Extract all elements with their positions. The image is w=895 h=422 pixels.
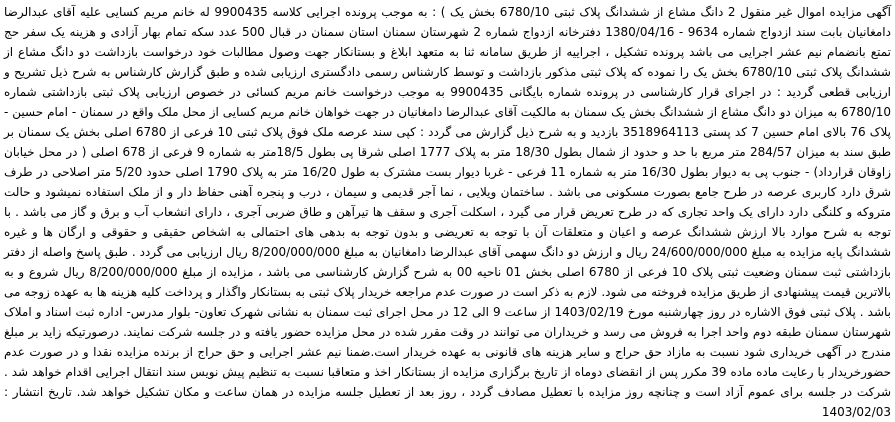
notice-paragraph xyxy=(4,2,891,422)
publish-date: 1403/02/03 xyxy=(821,405,891,419)
notice-body: آگهی مزایده اموال غیر منقول 2 دانگ مشاع از ششدانگ پلاک ثبتی 6780/10 بخش یک ) : به موجب پرونده اجرایی کلاسه 9900435 له خانم مریم کسایی علیه آقای عبدالرضا دامغانیان بابت سند ازدواج شماره 9634 - 1380/04/16 دفترخانه ازدواج شماره 2 شهرستان سمنان استان سمنان در قبال 500 عدد سکه تمام بهار آزادی و هزینه یک سفر حج تمتع بانضمام نیم عشر اجرایی می باشد پرونده تشکیل ، اجراییه از طریق سامانه ثنا به متعهد ابلاغ و بستانکار جهت وصول مطالبات خود درخواست بازداشت دو دانگ مشاع از ششدانگ پلاک ثبتی 6780/10 بخش یک را نموده که پلاک ثبتی مذکور بازداشت و توسط کارشناس رسمی دادگستری ارزیابی شده و طبق گزارش کارشناس به شرح ذیل تشریح و ارزیابی قطعی گردید : در اجرای قرار کارشناسی در پرونده شماره بایگانی 9900435 به موجب درخواست خانم مریم کسائی در خصوص ارزیابی پلاک ثبتی بازداشتی شماره 6780/10 به میزان دو دانگ مشاع از ششدانگ بخش یک سمنان به مالکیت آقای عبدالرضا دامغانیان در جهت خواهان خانم مریم کسایی از محل ملک واقع در سمنان - امام حسین - پلاک 76 بالای امام حسین 7 کد پستی 3518964113 بازدید و به شرح ذیل گزارش می گردد : کپی سند عرصه ملک فوق پلاک ثبتی 10 فرعی از 6780 اصلی بخش یک سمنان بر طبق سند به میزان 284/57 متر مربع با حد و حدود از شمال بطول 18/30 متر به پلاک 1777 اصلی شرقا پی بطول 18/5متر به شماره 9 فرعی از 678 اصلی ( در محل خیابان زاوقان قرارداد) - جنوب پی به دیوار بطول 16/30 متر به شماره 11 فرعی - غربا دیوار بست مشترک به طول 16/20 متر به پلاک 1790 اصلی حدود 5/20 متر اصلاحی در طرف شرق دارد کاربری عرصه در طرح جامع بصورت مسکونی می باشد . ساختمان ویلایی ، نما آجر قدیمی و سیمان ، درب و پنجره آهنی حفاظ دار و از ملک استفاده نمیشود و حالت متروکه و کلنگی دارد دارای یک واحد تجاری که در طرح تعریض قرار می گیرد ، اسکلت آجری و سقف ها تیرآهن و طاق ضربی آجری ، دارای انشعاب آب و برق و گاز می باشد . با توجه به شرح موارد بالا ارزش ششدانگ عرصه و اعیان و متعلقات آن با توجه به تعریضی و بدون توجه به بدهی های احتمالی به اشخاص حقیقی و حقوقی و ارگان ها و غیره ششدانگ پایه مزایده به مبلغ 24/600/000/000 ریال و ارزش دو دانگ سهمی آقای عبدالرضا دامغانیان به مبلغ 8/200/000/000 ریال ارزیابی می گردد . طبق پاسخ واصله از دفتر بازداشتی ثبت سمنان وضعیت ثبتی پلاک 10 فرعی از 6780 اصلی بخش 01 ناحیه 00 به شرح گزارش کارشناسی می باشد ، مزایده از مبلغ 8/200/000/000 ریال شروع و به بالاترین قیمت پیشنهادی از طریق مزایده فروخته می شود. لازم به ذکر است در صورت عدم مراجعه خریدار پلاک ثبتی به بستانکار واگذار و پرداخت کلیه هزینه ها به عهده زوجه می باشد . پلاک ثبتی فوق الاشاره در روز چهارشنبه مورخ 1403/02/19 از ساعت 9 الی 12 در محل اجرای ثبت سمنان به نشانی شهرک تعاون- بلوار مدرس- اداره ثبت اسناد و املاک شهرستان سمنان طبقه دوم واحد اجرا به فروش می رسد و خریداران می توانند در وقت مقرر شده در محل مزایده حضور یافته و در جلسه شرکت نمایند. درصورتیکه زاید بر مبلغ مندرج در آگهی خریداری شود نسبت به مازاد حق حراج و سایر هزینه های قانونی به عهده خریدار است.ضمنا نیم عشر اجرایی و حق حراج از برنده مزایده نقدا و در صورت عدم حضورخریدار با رعایت ماده ماده 39 مکرر پس از انقضای دوماه از تاریخ برگزاری مزایده از بستانکار اخذ و متعاقبا نسبت به تنظیم پیش نویس سند انتقال اجرایی اقدام خواهد شد . شرکت در جلسه برای عموم آزاد است و چنانچه روز مزایده با تعطیل مصادف گردد ، روز بعد از تعطیل جلسه مزایده در همان ساعت و مکان تشکیل خواهد شد. تاریخ انتشار : xyxy=(4,5,892,399)
